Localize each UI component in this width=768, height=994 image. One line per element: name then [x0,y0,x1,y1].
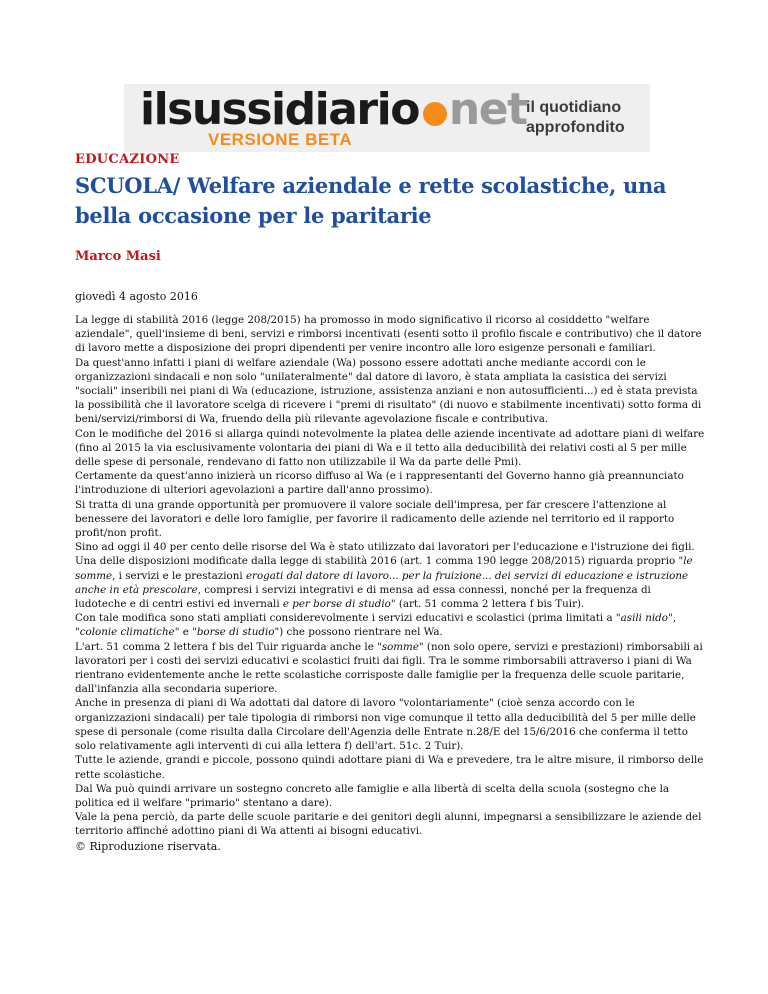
emphasis-text: le somme [75,555,693,582]
article-paragraph [75,356,705,427]
article-date: giovedì 4 agosto 2016 [75,290,198,303]
logo-beta-label: VERSIONE BETA [208,130,353,149]
article-paragraph [75,498,705,541]
paragraph-text: Una delle disposizioni modificate dalla legge di stabilità 2016 (art. 1 comma 190 legge 208/2015) riguarda proprio " [75,555,684,568]
paragraph-text: Con tale modifica sono stati ampliati considerevolmente i servizi educativi e scolastici (prima limitati a " [75,612,621,625]
paragraph-text: " (art. 51 comma 2 lettera f bis Tuir). [390,598,585,611]
paragraph-text: L'art. 51 comma 2 lettera f bis del Tuir riguarda anche le " [75,640,382,653]
paragraph-text: , compresi i servizi integrativi e di mensa ad essa connessi, nonché per la frequenza di ludoteche e di centri estivi ed invernali [75,583,651,611]
article-paragraph [75,696,705,753]
paragraph-text: " (non solo opere, servizi e prestazioni) rimborsabili ai lavoratori per i costi dei servizi educativi e scolastici fruiti dai figli. Tra le somme rimborsabili attraverso i piani di Wa rientrano evidentemente anche le rette scolastiche corrisposte dalle famiglie per la frequenza delle scuole paritarie, dall'infanzia alla secondaria superiore. [75,640,703,696]
site-logo-banner[interactable] [124,84,650,152]
copyright-notice: © Riproduzione riservata. [75,840,221,853]
section-label: EDUCAZIONE [75,152,180,167]
tagline-line-2: approfondito [526,119,625,136]
emphasis-text: borse di studio [196,626,275,639]
paragraph-text: Vale la pena perciò, da parte delle scuole paritarie e dei genitori degli alunni, impegnarsi a sensibilizzare le aziende del territorio affinché adottino piani di Wa attenti ai bisogni educativi. [75,811,702,838]
paragraph-text: Dal Wa può quindi arrivare un sostegno concreto alle famiglie e alla libertà di scelta della scuola (sostegno che la politica ed il welfare "primario" stentano a dare). [75,782,670,809]
paragraph-text: , i servizi e le prestazioni [112,569,246,582]
emphasis-text: colonie climatiche [79,626,175,639]
article-paragraph [75,753,705,781]
logo-tagline [526,98,646,138]
paragraph-text: ") che possono rientrare nel Wa. [274,626,443,639]
article-paragraph [75,540,705,554]
paragraph-text: Tutte le aziende, grandi e piccole, possono quindi adottare piani di Wa e prevedere, tra le altre misure, il rimborso delle rette scolastiche. [75,754,704,781]
site-logo [140,84,527,136]
article-paragraph [75,611,705,639]
tagline-line-1: il quotidiano [526,99,622,116]
emphasis-text: e per borse di studio [282,598,391,611]
emphasis-text: asili nido [620,612,668,625]
logo-wordmark: ilsussidiario [140,84,419,135]
paragraph-text: Certamente da quest'anno inizierà un ricorso diffuso al Wa (e i rappresentanti del Governo hanno già preannunciato l'introduzione di ulteriori agevolazioni a partire dall'anno prossimo). [75,470,684,497]
article-paragraph [75,554,705,611]
article-paragraph [75,427,705,470]
paragraph-text: Da quest'anno infatti i piani di welfare aziendale (Wa) possono essere adottati anche mediante accordi con le organizzazioni sindacali e non solo "unilateralmente" dal datore di lavoro, è stata ampliata la casistica dei servizi "sociali" inseribili nei piani di Wa (educazione, istruzione, assistenza anziani e non autosufficienti...) ed è stata prevista la possibilità che il lavoratore scelga di ricevere i "premi di risultato" (di nuovo e stabilmente incentivati) sotto forma di beni/servizi/rimborsi di Wa, fruendo della più rilevante agevolazione fiscale e contributiva. [75,356,702,426]
article-paragraph [75,782,705,810]
article-paragraph [75,469,705,497]
paragraph-text: Sino ad oggi il 40 per cento delle risorse del Wa è stato utilizzato dai lavoratori per l'educazione e l'istruzione dei figli. [75,541,695,554]
article-body [75,313,705,839]
paragraph-text: Con le modifiche del 2016 si allarga quindi notevolmente la platea delle aziende incentivate ad adottare piani di welfare (fino al 2015 la via esclusivamente volontaria dei piani di Wa e il tetto alla deducibilità dei relativi costi al 5 per mille delle spese di personale, rendevano di fatto non utilizzabile il Wa da parte delle Pmi). [75,427,705,469]
paragraph-text: ", " [75,612,676,639]
logo-dot-icon [423,102,447,126]
article-author: Marco Masi [75,249,161,264]
logo-net: net [448,84,527,135]
article-title: SCUOLA/ Welfare aziendale e rette scolastiche, una bella occasione per le paritarie [75,173,667,228]
emphasis-text: somme [381,640,419,653]
article-paragraph [75,313,705,356]
paragraph-text: Si tratta di una grande opportunità per promuovere il valore sociale dell'impresa, per far crescere l'attenzione al benessere dei lavoratori e delle loro famiglie, per favorire il radicamento delle aziende nel territorio ed il rapporto profit/non profit. [75,498,675,540]
paragraph-text: Anche in presenza di piani di Wa adottati dal datore di lavoro "volontariamente" (cioè senza accordo con le organizzazioni sindacali) per tale tipologia di rimborsi non vige comunque il tetto alla deducibilità del 5 per mille delle spese di personale (come risulta dalla Circolare dell'Agenzia delle Entrate n.28/E del 15/6/2016 che conferma il tetto solo relativamente agli interventi di cui alla lettera f) dell'art. 51c. 2 Tuir). [75,697,696,753]
paragraph-text: La legge di stabilità 2016 (legge 208/2015) ha promosso in modo significativo il ricorso al cosiddetto "welfare aziendale", quell'insieme di beni, servizi e rimborsi incentivati (esenti sotto il profilo fiscale e contributivo) che il datore di lavoro mette a disposizione dei propri dipendenti per venire incontro alle loro esigenze personali e familiari. [75,314,702,355]
article-paragraph [75,640,705,697]
article-paragraph [75,810,705,838]
emphasis-text: erogati dal datore di lavoro... per la fruizione... dei servizi di educazione e istruzione anche in età prescolare [75,569,689,596]
paragraph-text: " e " [174,626,197,639]
